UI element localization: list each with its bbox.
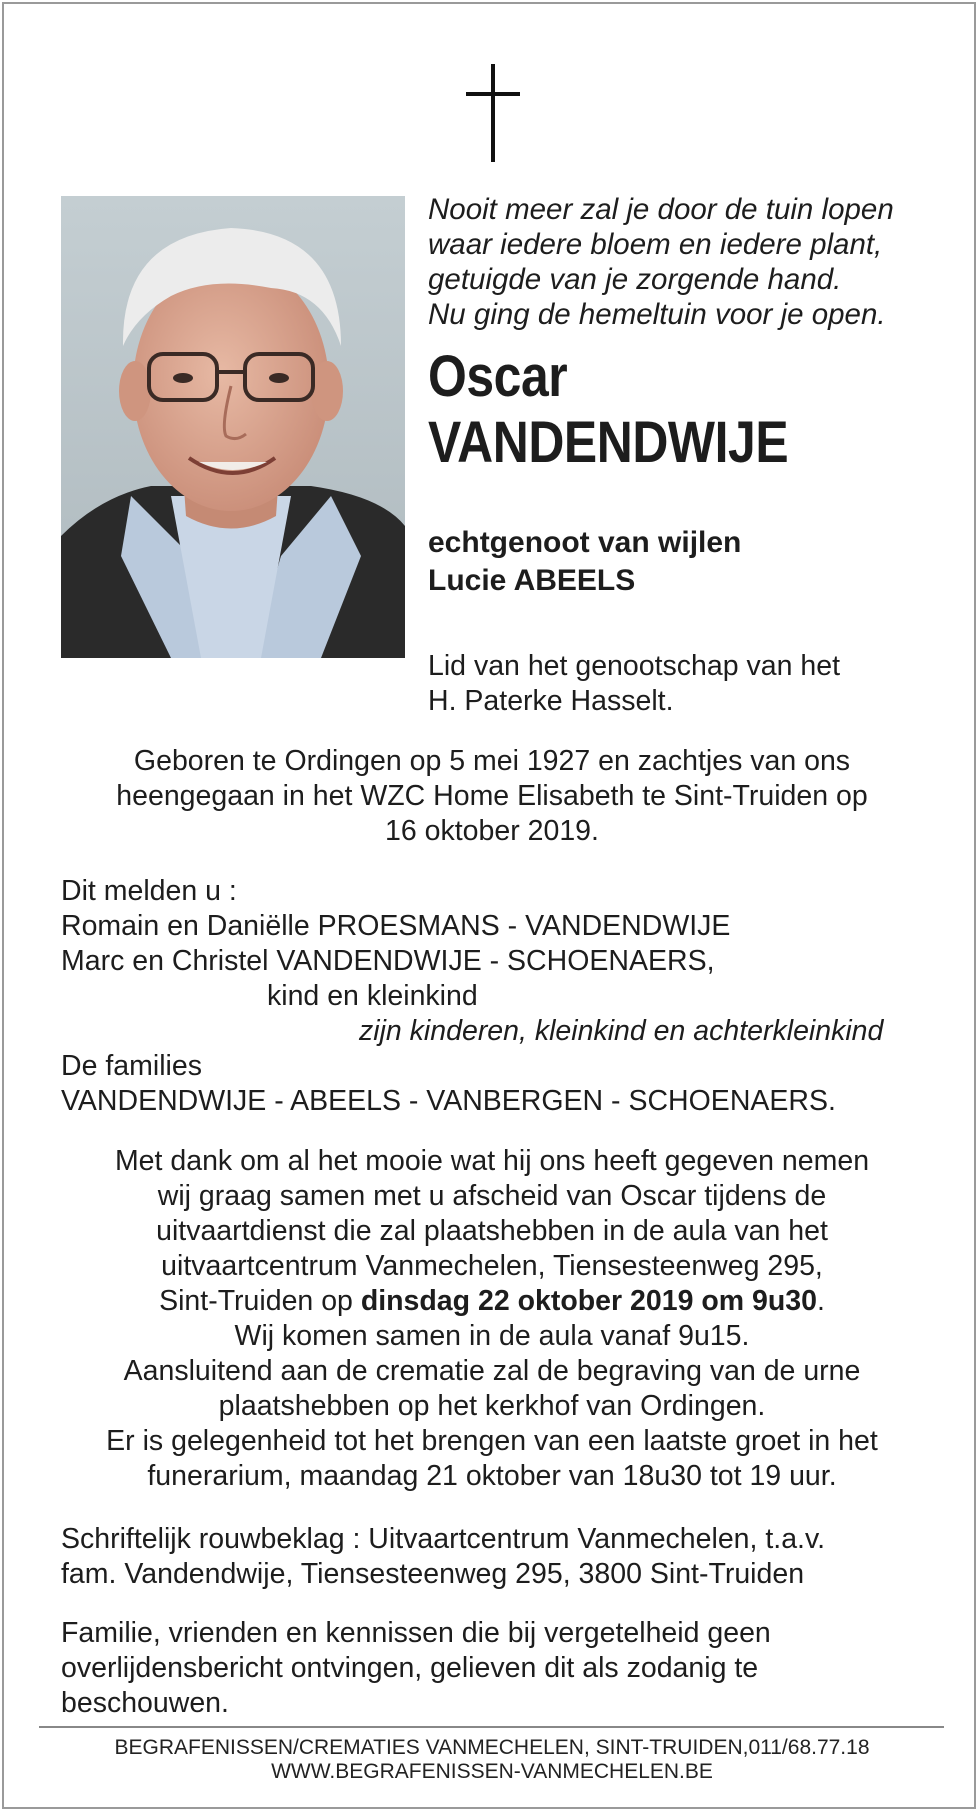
deceased-name <box>428 344 788 476</box>
children-line: zijn kinderen, kleinkind en achterkleinkind <box>359 1015 884 1047</box>
last-name: VANDENDWIJE <box>428 410 789 475</box>
paragraph-line: Er is gelegenheid tot het brengen van een laatste groet in het <box>106 1425 878 1457</box>
spouse-name: Lucie ABEELS <box>428 564 636 597</box>
first-name: Oscar <box>428 344 568 409</box>
families-line: VANDENDWIJE - ABEELS - VANBERGEN - SCHOENAERS. <box>61 1085 836 1117</box>
paragraph-line: Aansluitend aan de crematie zal de begraving van de urne <box>123 1355 861 1387</box>
announce-intro: Dit melden u : <box>61 875 237 907</box>
paragraph-line: overlijdensbericht ontvingen, gelieven dit als zodanig te <box>61 1652 759 1684</box>
families-label: De families <box>61 1050 202 1082</box>
paragraph-line: beschouwen. <box>61 1687 229 1719</box>
obituary-card <box>2 2 976 1809</box>
date-prefix: Sint-Truiden op <box>159 1285 361 1317</box>
announcement-list <box>61 874 961 1119</box>
paragraph-line: Wij komen samen in de aula vanaf 9u15. <box>234 1320 750 1352</box>
paragraph-line: Schriftelijk rouwbeklag : Uitvaartcentrum Vanmechelen, t.a.v. <box>61 1523 826 1555</box>
portrait-photo <box>61 196 405 658</box>
family-line: Romain en Daniëlle PROESMANS - VANDENDWIJE <box>61 910 731 942</box>
family-subline: kind en kleinkind <box>267 980 478 1012</box>
paragraph-line: Geboren te Ordingen op 5 mei 1927 en zachtjes van ons <box>133 745 851 777</box>
footer-company: BEGRAFENISSEN/CREMATIES VANMECHELEN, SINT-TRUIDEN,011/68.77.18 <box>114 1736 870 1759</box>
service-date-line <box>44 1284 940 1319</box>
society-line: H. Paterke Hasselt. <box>428 685 674 717</box>
spouse-line: echtgenoot van wijlen <box>428 526 742 559</box>
paragraph-line: 16 oktober 2019. <box>385 815 599 847</box>
memorial-poem <box>428 192 968 332</box>
poem-line: waar iedere bloem en iedere plant, <box>428 228 883 261</box>
paragraph-line: plaatshebben op het kerkhof van Ordingen. <box>218 1390 766 1422</box>
paragraph-line: funerarium, maandag 21 oktober van 18u30 tot 19 uur. <box>147 1460 837 1492</box>
footer-divider <box>39 1726 944 1728</box>
paragraph-line: wij graag samen met u afscheid van Oscar tijdens de <box>157 1180 827 1212</box>
paragraph-line: heengegaan in het WZC Home Elisabeth te Sint-Truiden op <box>116 780 868 812</box>
spouse-info <box>428 524 741 600</box>
birth-death-paragraph <box>44 744 940 849</box>
cross-icon <box>466 64 520 162</box>
poem-line: Nooit meer zal je door de tuin lopen <box>428 193 894 226</box>
service-date: dinsdag 22 oktober 2019 om 9u30 <box>360 1285 817 1317</box>
paragraph-line: Familie, vrienden en kennissen die bij vergetelheid geen <box>61 1617 771 1649</box>
paragraph-line: fam. Vandendwije, Tiensesteenweg 295, 3800 Sint-Truiden <box>61 1558 805 1590</box>
footer <box>24 1736 960 1784</box>
society-line: Lid van het genootschap van het <box>428 650 840 682</box>
condolences-paragraph <box>61 1522 961 1592</box>
paragraph-line: Met dank om al het mooie wat hij ons heeft gegeven nemen <box>114 1145 870 1177</box>
paragraph-line: uitvaartcentrum Vanmechelen, Tiensesteenweg 295, <box>161 1250 823 1282</box>
date-suffix: . <box>816 1285 825 1317</box>
family-line: Marc en Christel VANDENDWIJE - SCHOENAERS, <box>61 945 715 977</box>
society-info <box>428 649 840 719</box>
paragraph-line: uitvaartdienst die zal plaatshebben in de aula van het <box>156 1215 828 1247</box>
footer-website: WWW.BEGRAFENISSEN-VANMECHELEN.BE <box>271 1760 713 1783</box>
poem-line: getuigde van je zorgende hand. <box>428 263 842 296</box>
service-paragraph <box>44 1144 940 1494</box>
poem-line: Nu ging de hemeltuin voor je open. <box>428 298 886 331</box>
notice-paragraph <box>61 1616 961 1721</box>
